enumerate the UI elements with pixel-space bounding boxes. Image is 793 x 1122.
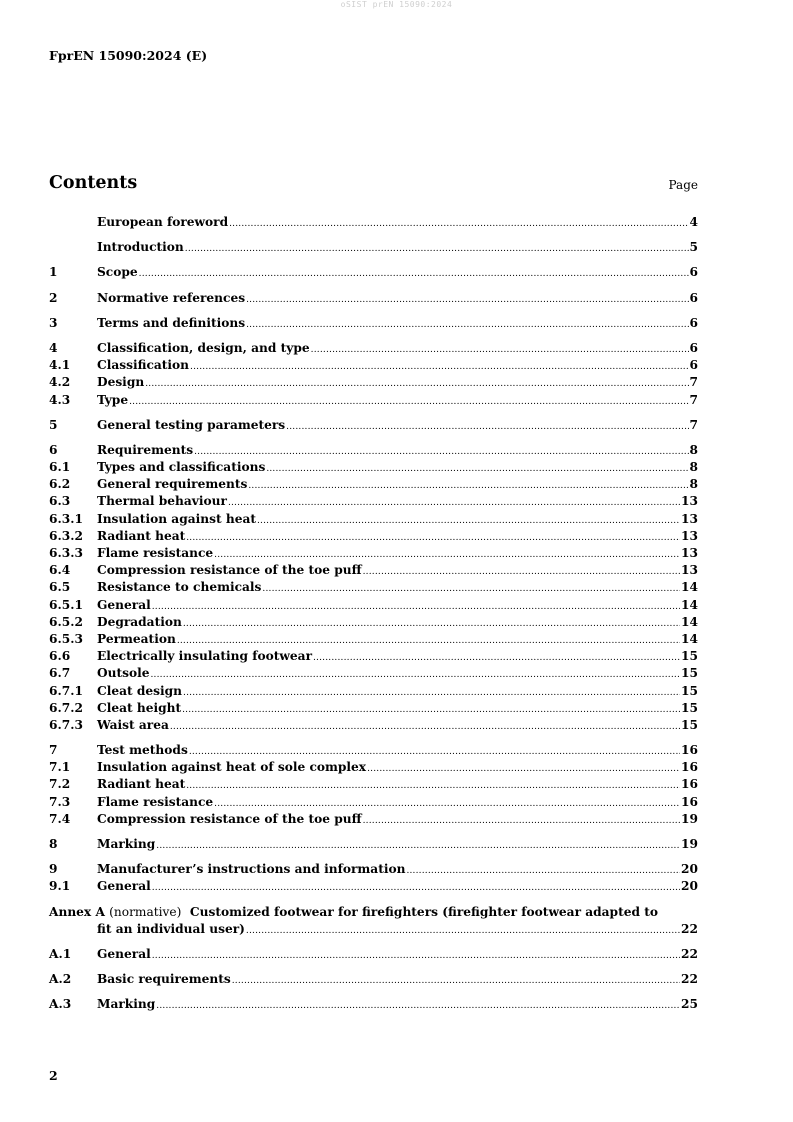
toc-entry[interactable]: [49, 597, 698, 614]
dot-leader: [182, 702, 680, 719]
toc-entry-title: Radiant heat: [97, 528, 186, 543]
toc-entry-page: 13: [681, 494, 698, 509]
dot-leader: [186, 530, 680, 547]
toc-entry[interactable]: [49, 417, 698, 434]
toc-entry-title: Design: [97, 375, 145, 390]
toc-entry-page: 8: [689, 477, 698, 492]
toc-entry[interactable]: [49, 392, 698, 409]
toc-entry[interactable]: [49, 239, 698, 256]
toc-entry-number: 4.1: [49, 358, 71, 373]
toc-entry-title: Scope: [97, 265, 138, 280]
dot-leader: [257, 513, 680, 530]
annex-title-line1: Customized footwear for firefighters (firefighter footwear adapted to: [189, 904, 658, 919]
toc-entry-number: 7.3: [49, 794, 71, 809]
toc-entry-title: Types and classifications: [97, 460, 266, 475]
toc-entry-page: 8: [689, 442, 698, 457]
toc-entry-page: 22: [681, 946, 698, 961]
toc-entry-number: 7.2: [49, 777, 71, 792]
toc-entry-title: Thermal behaviour: [97, 494, 227, 509]
toc-entry[interactable]: [49, 811, 698, 828]
annex-label: Annex A: [49, 904, 105, 919]
toc-entry-page: 22: [681, 972, 698, 987]
toc-entry-number: 7.4: [49, 811, 71, 826]
toc-entry-page: 15: [681, 700, 698, 715]
toc-entry-title: Classification: [97, 358, 190, 373]
toc-entry-title: Outsole: [97, 666, 150, 681]
toc-entry[interactable]: [49, 476, 698, 493]
annex-page: 22: [681, 921, 698, 936]
toc-entry-title: Compression resistance of the toe puff: [97, 563, 362, 578]
toc-entry-title: Introduction: [97, 240, 184, 255]
toc-entry-page: 15: [681, 649, 698, 664]
toc-entry-page: 6: [689, 265, 698, 280]
dot-leader: [183, 685, 680, 702]
toc-entry-title: Insulation against heat of sole complex: [97, 760, 367, 775]
toc-entry-page: 13: [681, 528, 698, 543]
dot-leader: [156, 838, 680, 855]
toc-entry-page: 20: [681, 862, 698, 877]
toc-entry-page: 14: [681, 631, 698, 646]
toc-entry-page: 14: [681, 614, 698, 629]
table-of-contents: [49, 214, 698, 1014]
toc-entry-title: General: [97, 879, 151, 894]
toc-entry-number: 6.3: [49, 494, 71, 509]
toc-entry[interactable]: [49, 700, 698, 717]
dot-leader: [170, 719, 680, 736]
toc-entry[interactable]: [49, 794, 698, 811]
toc-entry-number: 6.5.3: [49, 631, 83, 646]
dot-leader: [152, 880, 680, 897]
toc-entry-page: 8: [689, 460, 698, 475]
toc-entry-page: 15: [681, 717, 698, 732]
toc-entry-page: 25: [681, 997, 698, 1012]
contents-heading: Contents: [49, 173, 138, 193]
dot-leader: [367, 761, 680, 778]
toc-entry-title: Manufacturer’s instructions and information: [97, 862, 406, 877]
watermark: oSIST prEN 15090:2024: [340, 0, 453, 9]
toc-entry-title: General requirements: [97, 477, 248, 492]
toc-entry[interactable]: [49, 562, 698, 579]
page-column-label: Page: [668, 178, 698, 192]
document-id: FprEN 15090:2024 (E): [49, 48, 208, 63]
toc-entry-page: 6: [689, 315, 698, 330]
dot-leader: [228, 495, 680, 512]
toc-entry-page: 6: [689, 290, 698, 305]
toc-entry-title: Requirements: [97, 442, 194, 457]
toc-entry-number: 6.1: [49, 460, 71, 475]
toc-entry[interactable]: [49, 493, 698, 510]
toc-entry[interactable]: [49, 511, 698, 528]
toc-entry-number: 6.3.2: [49, 528, 83, 543]
toc-entry-page: 15: [681, 683, 698, 698]
toc-entry-page: 6: [689, 340, 698, 355]
dot-leader: [152, 599, 680, 616]
toc-entry-title: Insulation against heat: [97, 511, 256, 526]
toc-entry-page: 13: [681, 563, 698, 578]
dot-leader: [313, 650, 680, 667]
dot-leader: [186, 778, 680, 795]
toc-entry-title: General testing parameters: [97, 417, 286, 432]
toc-entry-title: Degradation: [97, 614, 182, 629]
toc-entry-number: 7.1: [49, 760, 71, 775]
toc-entry-number: 6.3.3: [49, 546, 83, 560]
toc-entry-number: 9.1: [49, 879, 71, 894]
toc-entry-number: 8: [49, 837, 58, 851]
toc-entry[interactable]: [49, 357, 698, 374]
toc-entry[interactable]: [49, 878, 698, 895]
dot-leader: [248, 478, 688, 495]
annex-a-entry[interactable]: [49, 904, 698, 938]
dot-leader: [190, 359, 689, 376]
toc-entry[interactable]: [49, 459, 698, 476]
toc-entry-page: 16: [681, 794, 698, 809]
toc-entry-number: 6.7.1: [49, 683, 83, 698]
toc-entry-number: A.2: [49, 972, 72, 987]
toc-entry-title: Compression resistance of the toe puff: [97, 811, 362, 826]
toc-entry-page: 13: [681, 511, 698, 526]
toc-entry-page: 14: [681, 580, 698, 595]
toc-entry-number: 6.2: [49, 477, 71, 492]
toc-entry-number: 4.3: [49, 392, 71, 407]
toc-entry-title: Flame resistance: [97, 546, 214, 560]
toc-entry-number: 4: [49, 340, 58, 355]
toc-entry-page: 16: [681, 777, 698, 792]
dot-leader: [246, 923, 680, 940]
dot-leader: [152, 948, 680, 965]
toc-entry[interactable]: [49, 861, 698, 878]
toc-entry-page: 13: [681, 546, 698, 560]
toc-entry-page: 15: [681, 666, 698, 681]
toc-entry-number: A.3: [49, 997, 72, 1012]
dot-leader: [139, 266, 689, 283]
toc-entry-title: European foreword: [97, 215, 229, 229]
toc-entry-page: 19: [681, 837, 698, 851]
toc-entry[interactable]: [49, 545, 698, 562]
toc-entry[interactable]: [49, 528, 698, 545]
toc-entry-number: 6.5: [49, 580, 71, 595]
toc-entry-page: 7: [689, 392, 698, 407]
toc-entry[interactable]: [49, 683, 698, 700]
toc-entry-title: Classification, design, and type: [97, 340, 310, 355]
toc-entry-number: 6.5.1: [49, 597, 83, 612]
toc-entry-number: 7: [49, 743, 58, 758]
toc-entry-title: Waist area: [97, 717, 169, 732]
dot-leader: [183, 616, 680, 633]
dot-leader: [156, 998, 680, 1015]
toc-entry[interactable]: [49, 579, 698, 596]
toc-entry[interactable]: [49, 214, 698, 231]
toc-entry-number: 3: [49, 315, 58, 330]
toc-entry-page: 16: [681, 760, 698, 775]
toc-entry-page: 16: [681, 743, 698, 758]
toc-entry-title: Terms and definitions: [97, 315, 246, 330]
toc-entry-number: A.1: [49, 946, 72, 961]
dot-leader: [266, 461, 688, 478]
toc-entry-number: 6.7.2: [49, 700, 83, 715]
toc-entry[interactable]: [49, 836, 698, 853]
toc-entry-page: 14: [681, 597, 698, 612]
toc-entry-title: Flame resistance: [97, 794, 214, 809]
toc-entry[interactable]: [49, 648, 698, 665]
toc-entry-page: 4: [689, 215, 698, 229]
toc-entry-title: Radiant heat: [97, 777, 186, 792]
annex-type: (normative): [109, 904, 182, 919]
toc-entry[interactable]: [49, 742, 698, 759]
toc-entry-number: 6: [49, 442, 58, 457]
toc-entry-number: 6.7.3: [49, 717, 83, 732]
toc-entry[interactable]: [49, 631, 698, 648]
dot-leader: [232, 973, 680, 990]
dot-leader: [185, 241, 689, 258]
toc-entry-title: Cleat design: [97, 683, 183, 698]
toc-entry-page: 6: [689, 358, 698, 373]
toc-entry[interactable]: [49, 776, 698, 793]
dot-leader: [262, 581, 680, 598]
toc-entry-page: 19: [681, 811, 698, 826]
toc-entry[interactable]: [49, 946, 698, 963]
toc-entry[interactable]: [49, 996, 698, 1013]
toc-entry-number: 9: [49, 862, 58, 877]
toc-entry-title: Electrically insulating footwear: [97, 649, 312, 664]
dot-leader: [286, 419, 688, 436]
dot-leader: [246, 292, 688, 309]
page-number: 2: [49, 1068, 58, 1083]
toc-entry-number: 4.2: [49, 375, 71, 390]
dot-leader: [145, 376, 688, 393]
toc-entry-title: General: [97, 597, 151, 612]
toc-entry[interactable]: [49, 374, 698, 391]
dot-leader: [406, 863, 680, 880]
toc-entry-page: 7: [689, 417, 698, 432]
dot-leader: [246, 317, 688, 334]
toc-entry-title: Type: [97, 392, 129, 407]
toc-entry[interactable]: [49, 717, 698, 734]
dot-leader: [229, 216, 688, 233]
toc-entry-title: Marking: [97, 837, 156, 851]
toc-entry[interactable]: [49, 315, 698, 332]
toc-entry-title: Test methods: [97, 743, 188, 758]
dot-leader: [363, 813, 680, 830]
toc-entry-title: Normative references: [97, 290, 246, 305]
toc-entry[interactable]: [49, 290, 698, 307]
toc-entry-title: Resistance to chemicals: [97, 580, 262, 595]
toc-entry[interactable]: [49, 340, 698, 357]
toc-entry-title: Basic requirements: [97, 972, 231, 987]
toc-entry-number: 6.6: [49, 649, 71, 664]
toc-entry-title: Permeation: [97, 631, 176, 646]
toc-entry-number: 5: [49, 417, 58, 432]
dot-leader: [194, 444, 688, 461]
toc-entry-page: 7: [689, 375, 698, 390]
dot-leader: [311, 342, 689, 359]
toc-entry[interactable]: [49, 264, 698, 281]
toc-entry-number: 6.5.2: [49, 614, 83, 629]
dot-leader: [363, 564, 680, 581]
toc-entry-number: 6.7: [49, 666, 71, 681]
toc-entry-number: 1: [49, 265, 58, 280]
toc-entry-title: Cleat height: [97, 700, 182, 715]
toc-entry-number: 6.4: [49, 563, 71, 578]
toc-entry[interactable]: [49, 759, 698, 776]
dot-leader: [129, 394, 688, 411]
toc-entry[interactable]: [49, 614, 698, 631]
toc-entry[interactable]: [49, 971, 698, 988]
toc-entry-title: General: [97, 946, 151, 961]
toc-entry[interactable]: [49, 442, 698, 459]
toc-entry[interactable]: [49, 665, 698, 682]
toc-entry-page: 5: [689, 240, 698, 255]
toc-entry-page: 20: [681, 879, 698, 894]
annex-title-line2: fit an individual user): [97, 921, 245, 936]
toc-entry-number: 6.3.1: [49, 511, 83, 526]
dot-leader: [150, 667, 680, 684]
toc-entry-number: 2: [49, 290, 58, 305]
toc-entry-title: Marking: [97, 997, 156, 1012]
